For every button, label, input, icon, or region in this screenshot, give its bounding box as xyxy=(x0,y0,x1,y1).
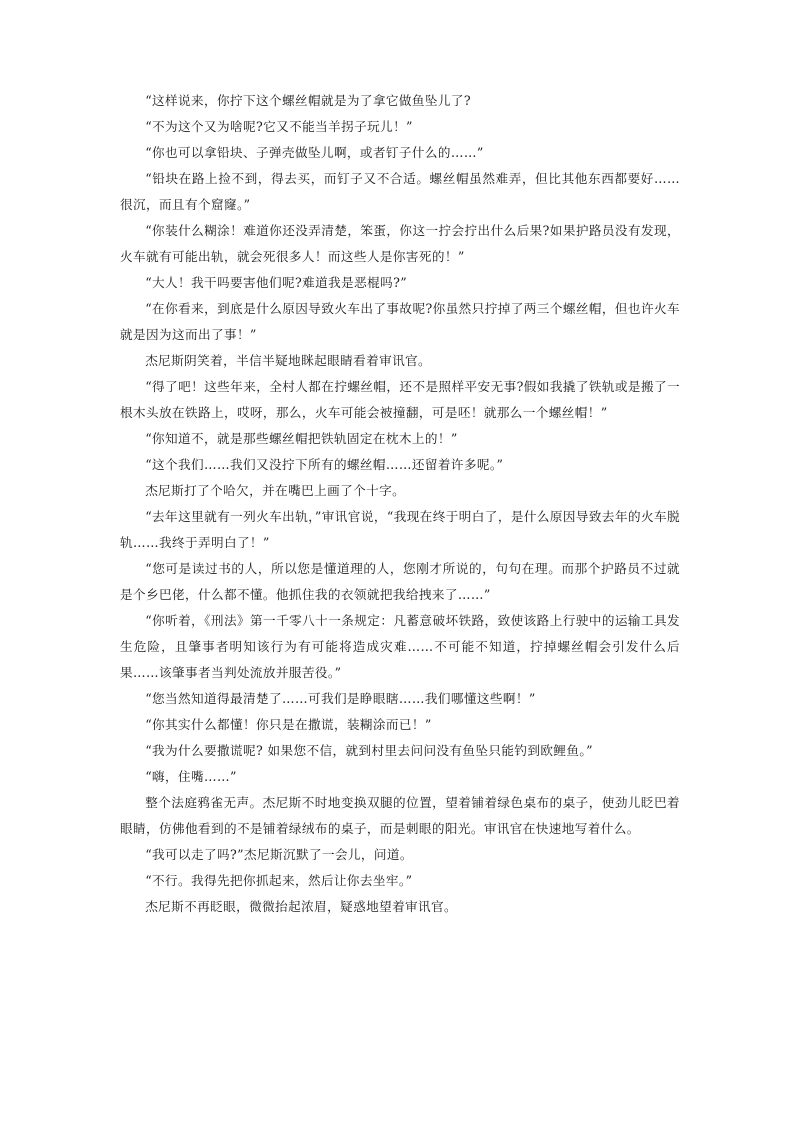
paragraph-6: “大人！我干吗要害他们呢?难道我是恶棍吗?” xyxy=(145,275,408,290)
paragraph-13: “去年这里就有一列火车出轨，”审讯官说，“我现在终于明白了，是什么原因导致去年的火车脱轨……我终于弄明白了！” xyxy=(120,509,680,550)
paragraph-19: “嗨，住嘴……” xyxy=(145,769,237,784)
paragraph-22: “不行。我得先把你抓起来，然后让你去坐牢。” xyxy=(145,873,413,888)
paragraph-8: 杰尼斯阴笑着，半信半疑地眯起眼睛看着审讯官。 xyxy=(145,353,432,368)
paragraph-12: 杰尼斯打了个哈欠，并在嘴巴上画了个十字。 xyxy=(145,483,406,498)
paragraph-17: “你其实什么都懂！你只是在撒谎，装糊涂而已！” xyxy=(145,717,432,732)
paragraph-1: “这样说来，你拧下这个螺丝帽就是为了拿它做鱼坠儿了? xyxy=(145,93,472,108)
paragraph-11: “这个我们……我们又没拧下所有的螺丝帽……还留着许多呢。” xyxy=(145,457,504,472)
paragraph-15: “你听着，《刑法》第一千零八十一条规定：凡蓄意破坏铁路，致使该路上行驶中的运输工具发生危险，且肇事者明知该行为有可能将造成灾难……不可能不知道，拧掉螺丝帽会引发什么后果……该肇事者当判处流放并服苦役。” xyxy=(120,613,680,680)
paragraph-18: “我为什么要撒谎呢? 如果您不信，就到村里去问问没有鱼坠只能钓到欧鲤鱼。” xyxy=(145,743,593,758)
paragraph-14: “您可是读过书的人，所以您是懂道理的人，您刚才所说的，句句在理。而那个护路员不过就是个乡巴佬，什么都不懂。他抓住我的衣领就把我给拽来了……” xyxy=(120,561,680,602)
paragraph-20: 整个法庭鸦雀无声。杰尼斯不时地变换双腿的位置，望着铺着绿色桌布的桌子，使劲儿眨巴着眼睛，仿佛他看到的不是铺着绿绒布的桌子，而是刺眼的阳光。审讯官在快速地写着什么。 xyxy=(120,795,680,836)
paragraph-23: 杰尼斯不再眨眼，微微抬起浓眉，疑惑地望着审讯官。 xyxy=(145,899,458,914)
paragraph-2: “不为这个又为啥呢?它又不能当羊拐子玩儿！” xyxy=(145,119,413,134)
paragraph-16: “您当然知道得最清楚了……可我们是睁眼瞎……我们哪懂这些啊！” xyxy=(145,691,536,706)
paragraph-5: “你装什么糊涂！难道你还没弄清楚，笨蛋，你这一拧会拧出什么后果?如果护路员没有发现，火车就有可能出轨，就会死很多人！而这些人是你害死的！” xyxy=(120,223,680,264)
paragraph-4: “铅块在路上捡不到，得去买，而钉子又不合适。螺丝帽虽然难弄，但比其他东西都要好……很沉，而且有个窟窿。” xyxy=(120,171,680,212)
paragraph-9: “得了吧！这些年来，全村人都在拧螺丝帽，还不是照样平安无事?假如我撬了铁轨或是搬了一根木头放在铁路上，哎呀，那么，火车可能会被撞翻，可是呸！就那么一个螺丝帽！” xyxy=(120,379,680,420)
paragraph-21: “我可以走了吗?”杰尼斯沉默了一会儿，问道。 xyxy=(145,847,413,862)
paragraph-3: “你也可以拿铅块、子弹壳做坠儿啊，或者钉子什么的……” xyxy=(145,145,484,160)
text-body xyxy=(120,88,680,920)
paragraph-7: “在你看来，到底是什么原因导致火车出了事故呢?你虽然只拧掉了两三个螺丝帽，但也许火车就是因为这而出了事！” xyxy=(120,301,680,342)
paragraph-10: “你知道不，就是那些螺丝帽把铁轨固定在枕木上的！” xyxy=(145,431,458,446)
